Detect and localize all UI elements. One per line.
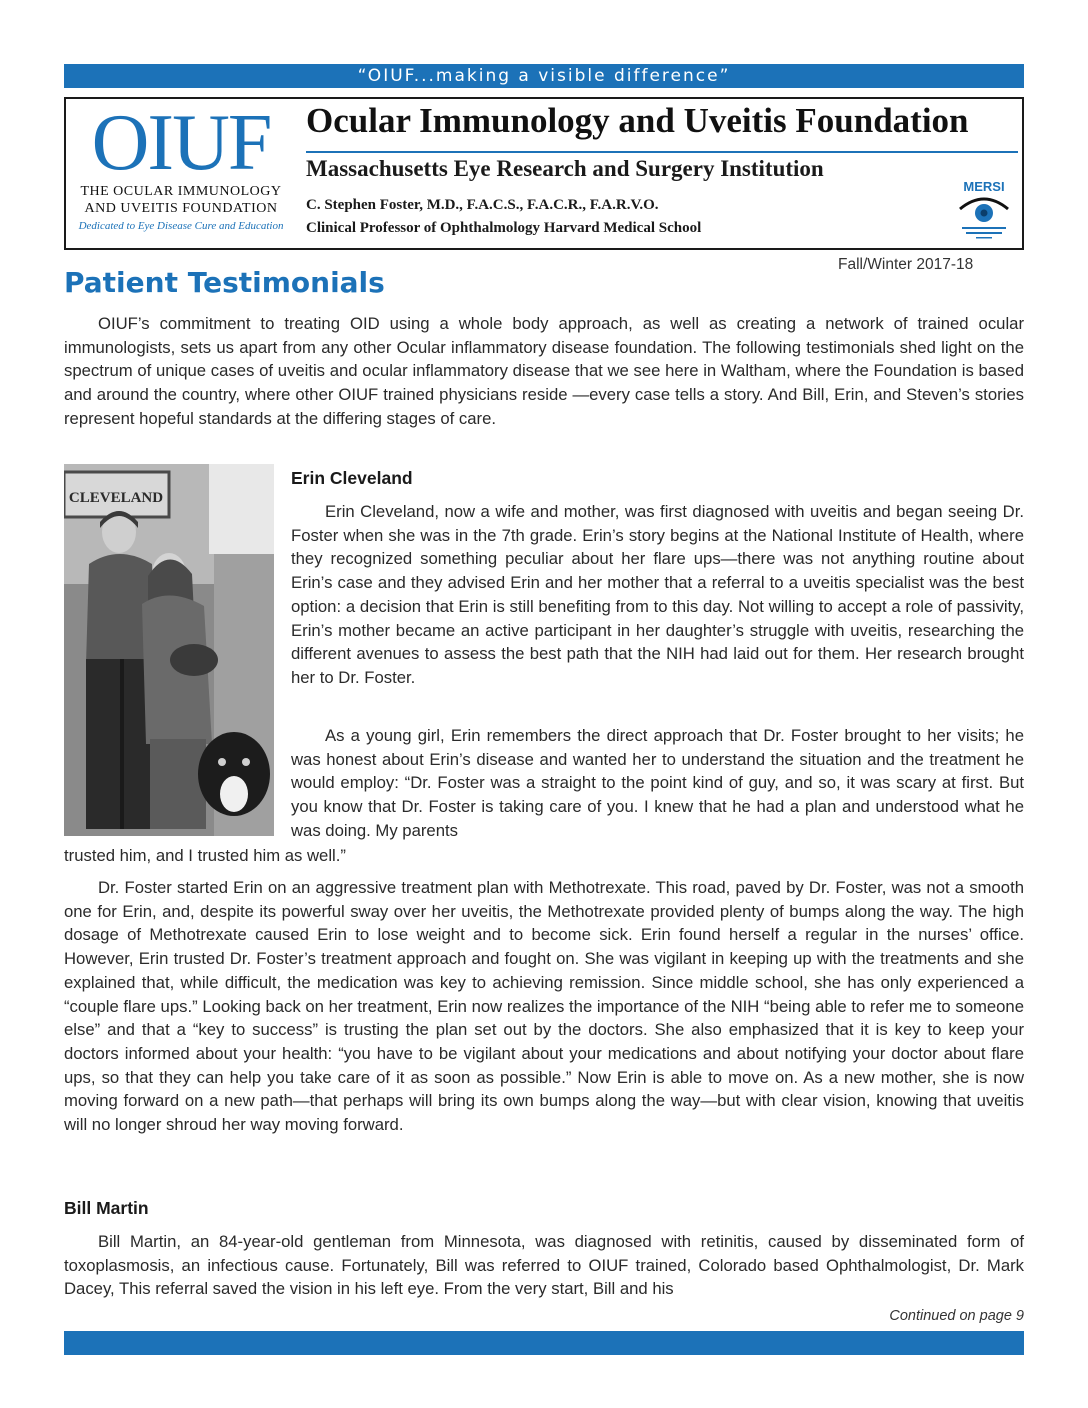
- photo-sign-text: CLEVELAND: [68, 490, 164, 506]
- bill-paragraph-1: Bill Martin, an 84-year-old gentleman from Minnesota, was diagnosed with retinitis, caused by disseminated form of toxoplasmosis, an infectious cause. Fortunately, Bill was referred to OIUF trained, Colorado based Ophthalmologist, Dr. Mark Dacey, This referral saved the vision in his left eye. From the very start, Bill and his: [64, 1232, 1024, 1299]
- erin-paragraph-3: Dr. Foster started Erin on an aggressive treatment plan with Methotrexate. This road, paved by Dr. Foster, was not a smooth one for Erin, and, despite its powerful sway over her uveitis, the Methotrexate provided plenty of bumps along the way. The high dosage of Methotrexate caused Erin to lose weight and to become sick. Erin found herself a regular in the nurses’ office. However, Erin trusted Dr. Foster’s treatment approach and fought on. She was vigilant in keeping up with the treatments and she explained that, while difficult, the medication was key to achieving remission. Since middle school, she has only experienced a “couple flare ups.” Looking back on her treatment, Erin now realizes the importance of the NIH “being able to refer me to someone else” and that a “key to success” is trusting the plan set out by the doctors. She also emphasized that it is key to keep your doctors informed about your health: “you have to be vigilant about your medications and about notifying your doctor about flare ups, so that they can help you take care of it as soon as possible.” Now Erin is able to move on. As a new mother, she is now moving forward on a new path—that perhaps will bring its own bumps along the way—but with clear vision, knowing that uveitis will no longer shroud her way moving forward.: [64, 878, 1024, 1135]
- logo-line-2: AND UVEITIS FOUNDATION: [84, 201, 278, 216]
- logo-tagline: Dedicated to Eye Disease Cure and Education: [78, 220, 284, 232]
- bottom-bar: [64, 1331, 1024, 1355]
- section-heading-bill: Bill Martin: [64, 1198, 149, 1218]
- family-photo: [64, 464, 274, 836]
- section-heading-erin: Erin Cleveland: [291, 468, 413, 488]
- org-title: Ocular Immunology and Uveitis Foundation: [306, 101, 969, 140]
- org-subtitle: Massachusetts Eye Research and Surgery Institution: [306, 156, 824, 181]
- mersi-logo: [954, 177, 1014, 241]
- oiuf-logo: [70, 101, 292, 241]
- erin-paragraph-1: Erin Cleveland, now a wife and mother, was first diagnosed with uveitis and began seeing Dr. Foster when she was in the 7th grade. Erin’s story begins at the National Institute of Health, where they recognized something peculiar about her flare ups—there was not anything routine about Erin’s case and they advised Erin and her mother that a referral to a uveitis specialist was the best option: a decision that Erin is still benefiting from to this day. Not willing to accept a role of passivity, Erin’s mother became an active participant in her daughter’s struggle with uveitis, researching the different avenues to assess the best path that the NIH had laid out for them. Her research brought her to Dr. Foster.: [291, 502, 1024, 687]
- erin-paragraph-2-end: trusted him, and I trusted him as well.”: [64, 846, 346, 865]
- top-banner: “OIUF...making a visible difference”: [64, 64, 1024, 88]
- erin-paragraph-2: As a young girl, Erin remembers the direct approach that Dr. Foster brought to her visits; he was honest about Erin’s disease and wanted her to understand the situation and the treatment he would employ: “Dr. Foster was a straight to the point kind of guy, and so, it was scary at first. But you know that Dr. Foster is taking care of you. I knew that he had a plan and understood what he was doing. My parents: [291, 726, 1024, 840]
- doctor-name: C. Stephen Foster, M.D., F.A.C.S., F.A.C.R., F.A.R.V.O.: [306, 197, 659, 213]
- doctor-title: Clinical Professor of Ophthalmology Harvard Medical School: [306, 220, 702, 236]
- logo-line-1: THE OCULAR IMMUNOLOGY: [80, 184, 282, 199]
- issue-season: Fall/Winter 2017-18: [838, 256, 974, 273]
- mersi-logo-text: MERSI: [963, 179, 1005, 194]
- title-divider: [306, 151, 1018, 153]
- continued-note: Continued on page 9: [889, 1308, 1024, 1324]
- page-title: Patient Testimonials: [64, 266, 385, 299]
- logo-mark: OIUF: [91, 99, 271, 187]
- intro-paragraph: OIUF’s commitment to treating OID using a whole body approach, as well as creating a network of trained ocular immunologists, sets us apart from any other Ocular inflammatory disease foundation. The following testimonials shed light on the spectrum of unique cases of uveitis and ocular inflammatory disease that we see here in Waltham, where the Foundation is based and around the country, where other OIUF trained physicians reside —every case tells a story. And Bill, Erin, and Steven’s stories represent hopeful standards at the differing stages of care.: [64, 314, 1024, 428]
- masthead: [64, 97, 1024, 250]
